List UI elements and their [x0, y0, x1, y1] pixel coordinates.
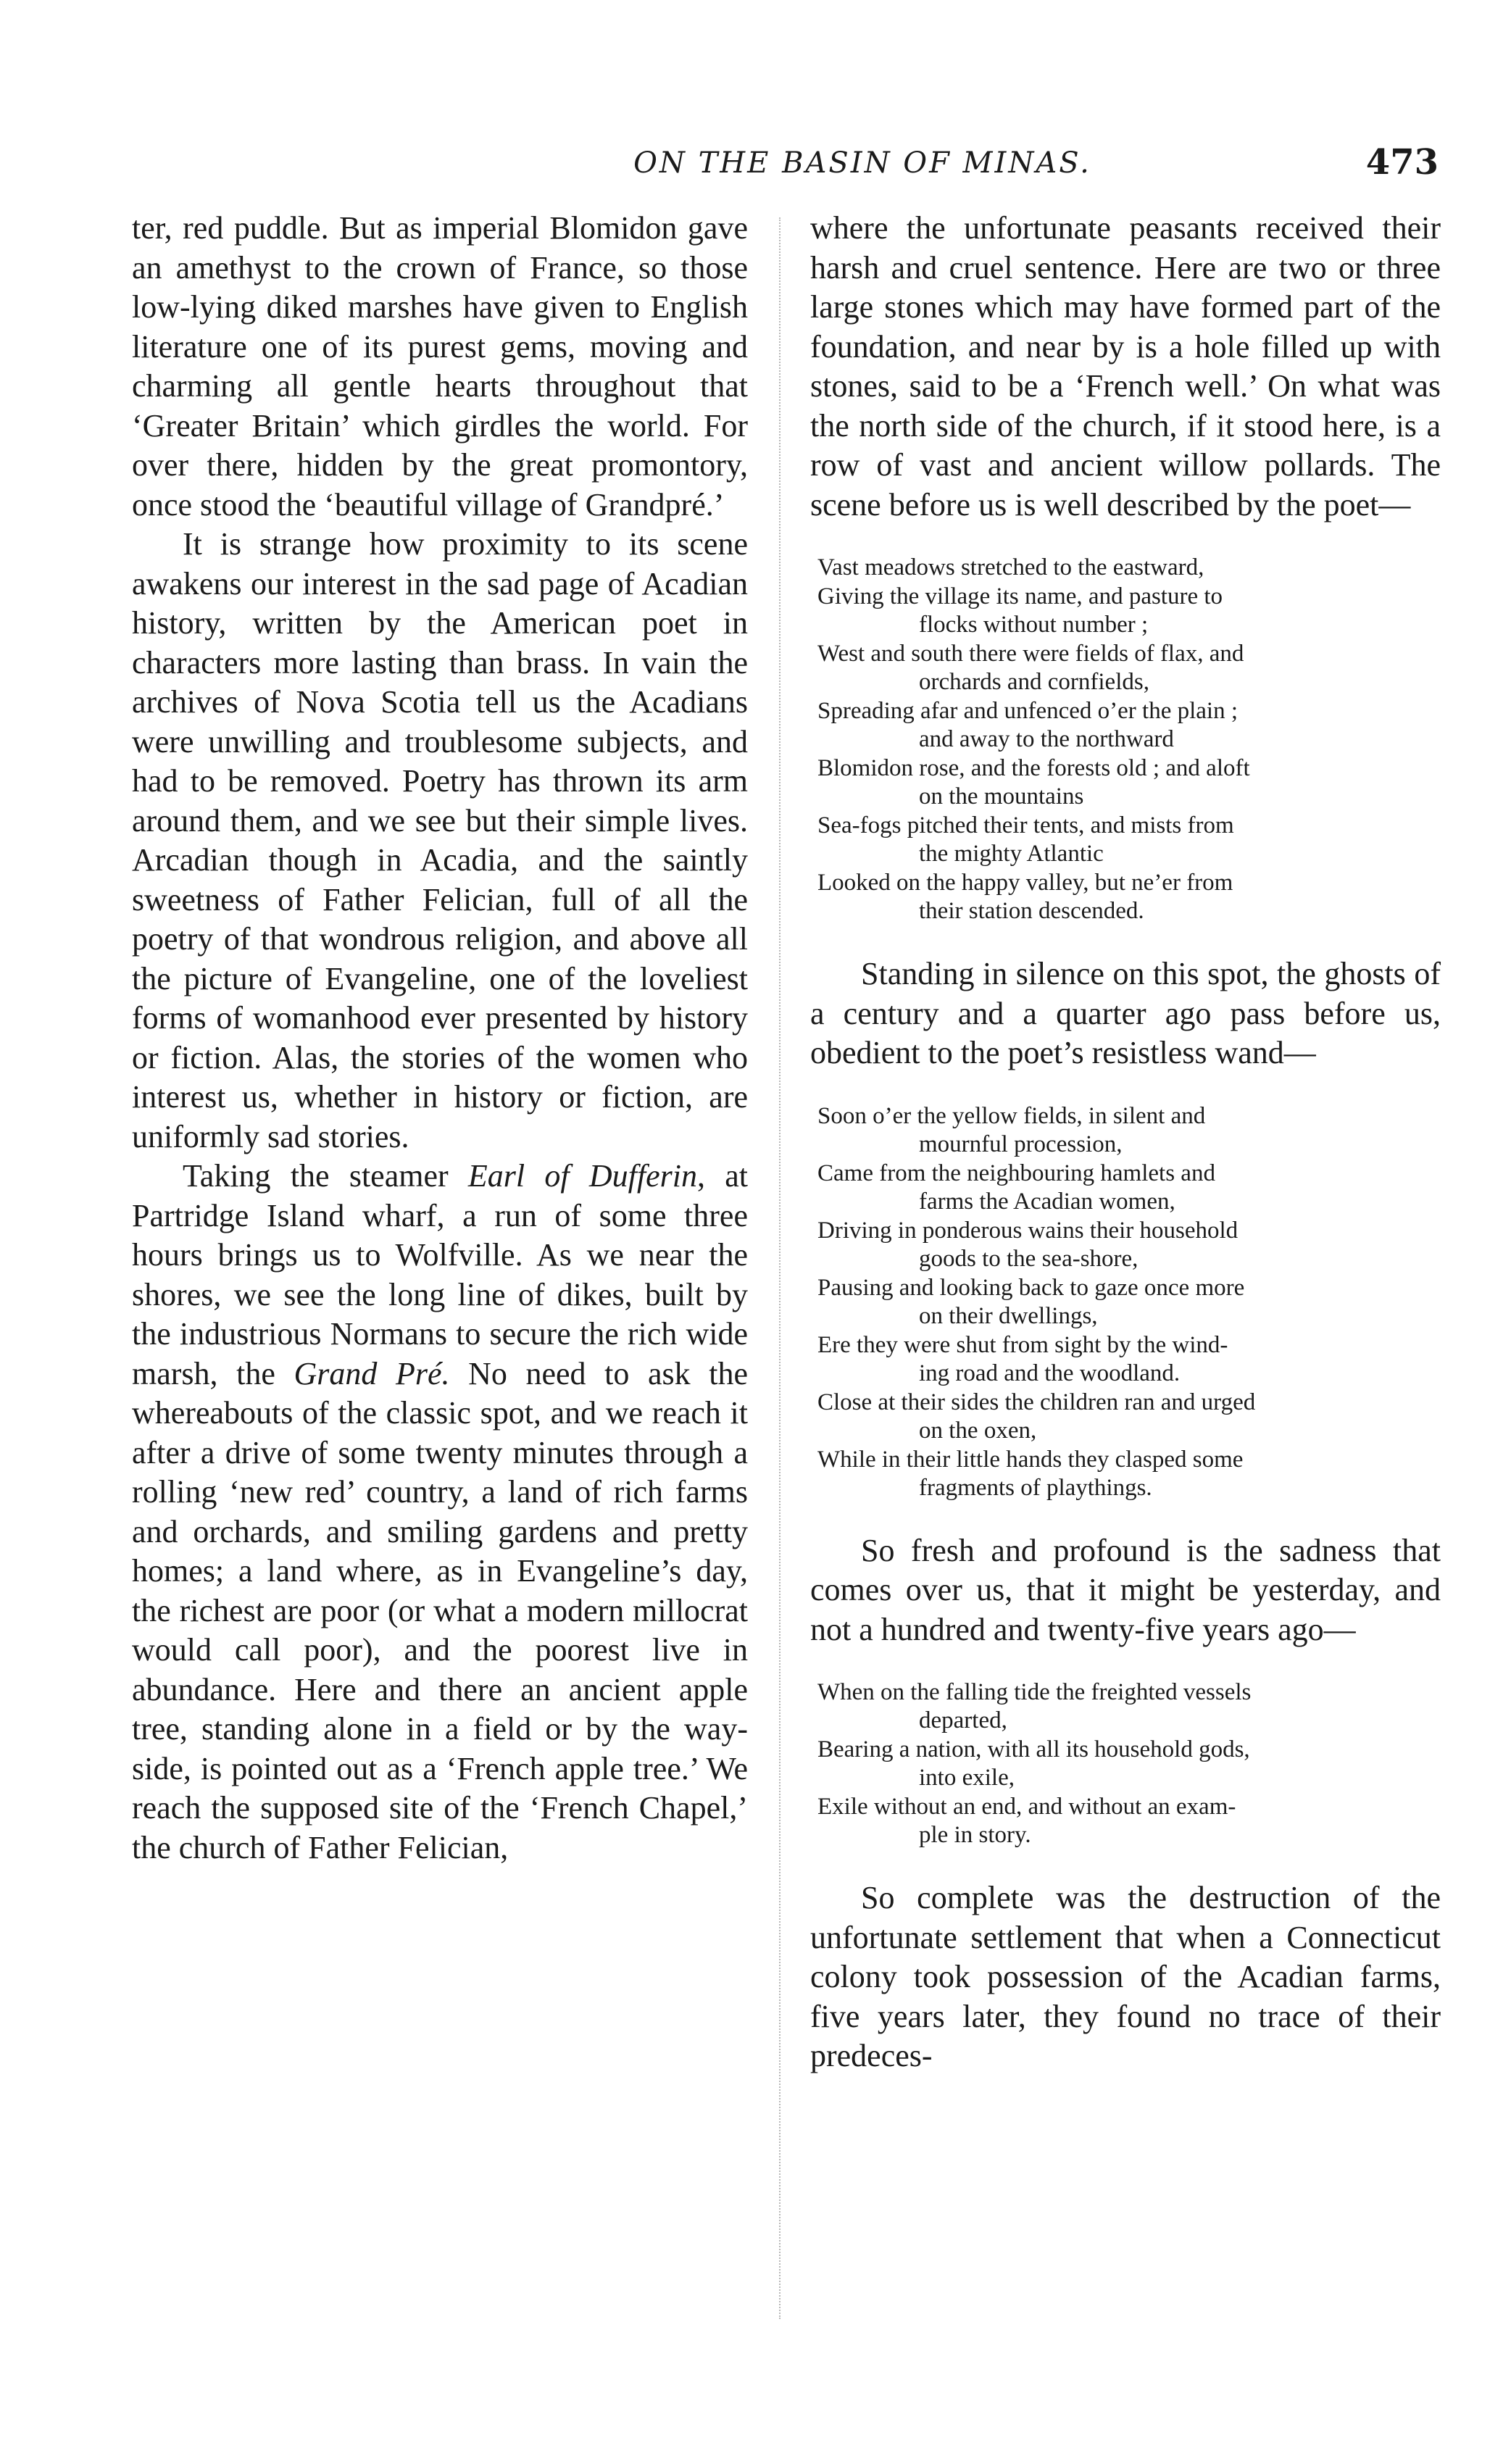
- verse-text: Exile without an end, and without an exam-: [817, 1794, 1236, 1820]
- verse-continuation: on the mountains: [919, 783, 1084, 809]
- left-column: [132, 209, 748, 1868]
- verse-line: [817, 1389, 1441, 1445]
- verse-line: [817, 1793, 1441, 1849]
- verse-line: [817, 1736, 1441, 1792]
- verse-continuation: orchards and cornfields,: [919, 669, 1149, 695]
- page-number: 473: [1365, 142, 1439, 183]
- verse-block-2: [817, 1102, 1441, 1502]
- verse-line: [817, 697, 1441, 754]
- verse-continuation: departed,: [919, 1707, 1007, 1733]
- verse-text: Bearing a nation, with all its household gods,: [817, 1736, 1250, 1762]
- verse-text: Vast meadows stretched to the eastward,: [817, 554, 1204, 580]
- verse-line: [817, 1160, 1441, 1216]
- text-span: Taking the steamer: [183, 1158, 468, 1194]
- verse-text: Sea-fogs pitched their tents, and mists from: [817, 812, 1234, 838]
- verse-block-1: [817, 554, 1441, 925]
- place-name: Grand Pré.: [294, 1355, 450, 1391]
- paragraph: So complete was the destruction of the unfortunate settlement that when a Connecticut colony took possession of the Acadian farms, five years later, they found no trace of their predeces-: [810, 1880, 1441, 2073]
- verse-text: Driving in ponderous wains their household: [817, 1217, 1239, 1244]
- verse-continuation: fragments of playthings.: [919, 1474, 1152, 1501]
- verse-line: [817, 812, 1441, 868]
- paragraph: Standing in silence on this spot, the ghosts of a century and a quarter ago pass before us, obedient to the poet’s resistless wand—: [810, 956, 1441, 1070]
- verse-text: Came from the neighbouring hamlets and: [817, 1160, 1215, 1186]
- verse-text: Giving the village its name, and pasture to: [817, 583, 1223, 609]
- verse-continuation: flocks without number ;: [919, 612, 1149, 638]
- running-title: ON THE BASIN OF MINAS.: [633, 146, 1091, 180]
- verse-text: Looked on the happy valley, but ne’er from: [817, 870, 1233, 896]
- verse-block-3: [817, 1678, 1441, 1849]
- verse-line: [817, 1102, 1441, 1159]
- ship-name: Earl of Dufferin: [467, 1158, 697, 1194]
- verse-line: [817, 1331, 1441, 1388]
- verse-text: West and south there were fields of flax, and: [817, 641, 1244, 667]
- verse-continuation: on the oxen,: [919, 1417, 1037, 1444]
- verse-continuation: farms the Acadian women,: [919, 1188, 1175, 1215]
- verse-continuation: their station descended.: [919, 898, 1144, 924]
- verse-line: [817, 1678, 1441, 1735]
- verse-continuation: the mighty Atlantic: [919, 841, 1104, 867]
- text-span: No need to ask the whereabouts of the classic spot, and we reach it after a drive of some twenty minutes through a rolling ‘new red’ country, a land of rich farms and orchards, and smiling gardens and pretty homes; a land where, as in Evangeline’s day, the richest are poor (or what a modern millocrat would call poor), and the poorest live in abundance. Here and there an ancient apple tree, standing alone in a field or by the way-side, is pointed out as a ‘French apple tree.’ We reach the supposed site of the ‘French Chapel,’ the church of Father Felician,: [132, 1355, 748, 1865]
- verse-line: [817, 1274, 1441, 1331]
- verse-line: [817, 554, 1441, 582]
- paragraph: So fresh and profound is the sadness that comes over us, that it might be yesterday, and not a hundred and twenty-five years ago—: [810, 1532, 1441, 1647]
- verse-text: While in their little hands they clasped some: [817, 1446, 1244, 1473]
- verse-text: Close at their sides the children ran and urged: [817, 1389, 1256, 1415]
- paragraph: [132, 1157, 748, 1868]
- verse-text: Ere they were shut from sight by the wind-: [817, 1331, 1228, 1358]
- verse-line: [817, 583, 1441, 639]
- paragraph-continued: where the unfortunate peasants received their harsh and cruel sentence. Here are two or three large stones which may have formed part of the foundation, and near by is a hole filled up with stones, said to be a ‘French well.’ On what was the north side of the church, if it stood here, is a row of vast and ancient willow pollards. The scene before us is well described by the poet—: [810, 210, 1441, 523]
- paragraph-continued: ter, red puddle. But as imperial Blomidon gave an amethyst to the crown of France, so those low-lying diked marshes have given to English literature one of its purest gems, moving and charming all gentle hearts throughout that ‘Greater Britain’ which girdles the world. For over there, hidden by the great promontory, once stood the ‘beautiful village of Grandpré.’: [132, 210, 748, 523]
- verse-text: Spreading afar and unfenced o’er the plain ;: [817, 698, 1238, 724]
- verse-continuation: ple in story.: [919, 1822, 1031, 1848]
- verse-line: [817, 1446, 1441, 1502]
- verse-line: [817, 640, 1441, 696]
- paragraph: It is strange how proximity to its scene awakens our interest in the sad page of Acadian history, written by the American poet in characters more lasting than brass. In vain the archives of Nova Scotia tell us the Acadians were unwilling and troublesome subjects, and had to be removed. Poetry has thrown its arm around them, and we see but their simple lives. Arcadian though in Acadia, and the saintly sweetness of Father Felician, full of all the poetry of that wondrous religion, and above all the picture of Evangeline, one of the loveliest forms of womanhood ever presented by history or fiction. Alas, the stories of the women who interest us, whether in history or fiction, are uniformly sad stories.: [132, 526, 748, 1154]
- verse-line: [817, 869, 1441, 925]
- verse-continuation: into exile,: [919, 1765, 1015, 1791]
- verse-continuation: and away to the northward: [919, 726, 1174, 752]
- verse-text: Soon o’er the yellow fields, in silent and: [817, 1102, 1206, 1129]
- verse-line: [817, 1217, 1441, 1273]
- verse-continuation: goods to the sea-shore,: [919, 1245, 1139, 1272]
- page-header: [159, 139, 1486, 190]
- verse-text: Pausing and looking back to gaze once more: [817, 1274, 1245, 1301]
- verse-continuation: ing road and the woodland.: [919, 1360, 1181, 1386]
- verse-continuation: mournful procession,: [919, 1131, 1123, 1157]
- column-divider: [779, 217, 781, 2319]
- text-span: , at Partridge Island wharf, a run of some three hours brings us to Wolfville. As we near the shores, we see the long line of dikes, built by the industrious Normans to secure the rich wide marsh, the: [132, 1158, 748, 1391]
- verse-line: [817, 754, 1441, 811]
- right-column: [810, 209, 1441, 2076]
- verse-text: Blomidon rose, and the forests old ; and aloft: [817, 755, 1250, 781]
- verse-text: When on the falling tide the freighted vessels: [817, 1679, 1252, 1705]
- verse-continuation: on their dwellings,: [919, 1302, 1098, 1329]
